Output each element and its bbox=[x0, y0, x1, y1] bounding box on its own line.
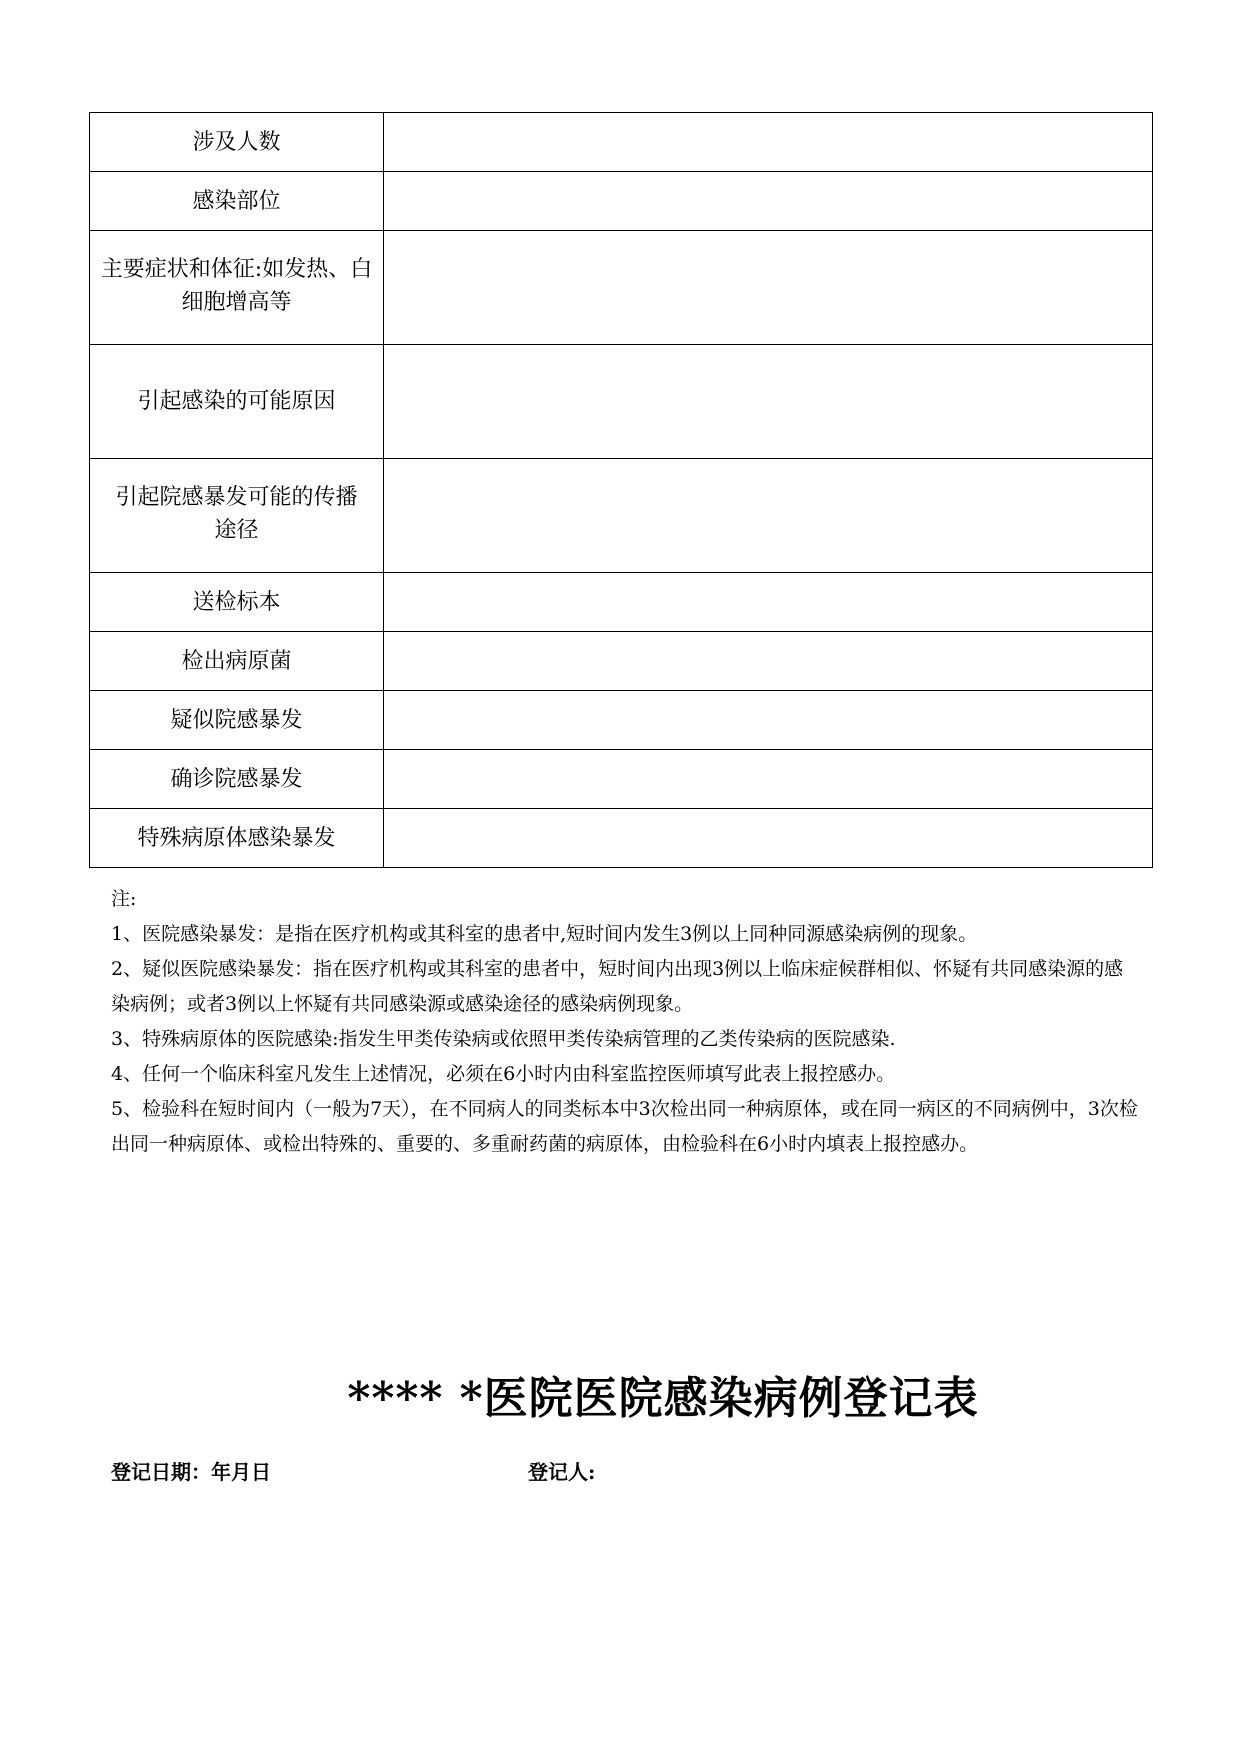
row-value-field[interactable] bbox=[384, 691, 1153, 750]
notes-section bbox=[111, 882, 1141, 1162]
row-label: 检出病原菌 bbox=[90, 632, 384, 691]
note-item: 4、任何一个临床科室凡发生上述情况，必须在6小时内由科室监控医师填写此表上报控感办。 bbox=[111, 1063, 896, 1085]
registration-date-label: 登记日期：年月日 bbox=[111, 1460, 271, 1484]
table-row bbox=[90, 172, 1153, 231]
registrar-label: 登记人: bbox=[528, 1460, 596, 1484]
row-label: 特殊病原体感染暴发 bbox=[90, 809, 384, 868]
row-label: 涉及人数 bbox=[90, 113, 384, 172]
row-value-field[interactable] bbox=[384, 172, 1153, 231]
row-label: 引起感染的可能原因 bbox=[90, 345, 384, 459]
row-label: 疑似院感暴发 bbox=[90, 691, 384, 750]
row-label: 主要症状和体征:如发热、白细胞增高等 bbox=[90, 231, 384, 345]
note-item: 5、检验科在短时间内（一般为7天），在不同病人的同类标本中3次检出同一种病原体，或在同一病区的不同病例中，3次检出同一种病原体、或检出特殊的、重要的、多重耐药菌的病原体，由检验科在6小时内填表上报控感办。 bbox=[111, 1098, 1138, 1155]
table-row bbox=[90, 459, 1153, 573]
form-title bbox=[0, 1362, 1241, 1426]
table-row bbox=[90, 750, 1153, 809]
table-row bbox=[90, 632, 1153, 691]
row-value-field[interactable] bbox=[384, 113, 1153, 172]
note-item: 3、特殊病原体的医院感染:指发生甲类传染病或依照甲类传染病管理的乙类传染病的医院感染. bbox=[111, 1028, 896, 1050]
row-value-field[interactable] bbox=[384, 632, 1153, 691]
table-row bbox=[90, 345, 1153, 459]
notes-heading: 注: bbox=[111, 888, 137, 910]
row-label: 确诊院感暴发 bbox=[90, 750, 384, 809]
row-value-field[interactable] bbox=[384, 809, 1153, 868]
note-item: 1、医院感染暴发：是指在医疗机构或其科室的患者中,短时间内发生3例以上同种同源感染病例的现象。 bbox=[111, 923, 978, 945]
row-label: 送检标本 bbox=[90, 573, 384, 632]
table-row bbox=[90, 691, 1153, 750]
row-value-field[interactable] bbox=[384, 345, 1153, 459]
row-value-field[interactable] bbox=[384, 231, 1153, 345]
table-row bbox=[90, 573, 1153, 632]
table-row bbox=[90, 231, 1153, 345]
table-row bbox=[90, 113, 1153, 172]
row-value-field[interactable] bbox=[384, 750, 1153, 809]
outbreak-report-table bbox=[89, 112, 1153, 868]
form-title-text: **** *医院医院感染病例登记表 bbox=[347, 1373, 979, 1424]
note-item: 2、疑似医院感染暴发：指在医疗机构或其科室的患者中，短时间内出现3例以上临床症候群相似、怀疑有共同感染源的感染病例；或者3例以上怀疑有共同感染源或感染途径的感染病例现象。 bbox=[111, 958, 1124, 1015]
row-label: 感染部位 bbox=[90, 172, 384, 231]
table-row bbox=[90, 809, 1153, 868]
row-value-field[interactable] bbox=[384, 459, 1153, 573]
row-value-field[interactable] bbox=[384, 573, 1153, 632]
row-label: 引起院感暴发可能的传播途径 bbox=[90, 459, 384, 573]
